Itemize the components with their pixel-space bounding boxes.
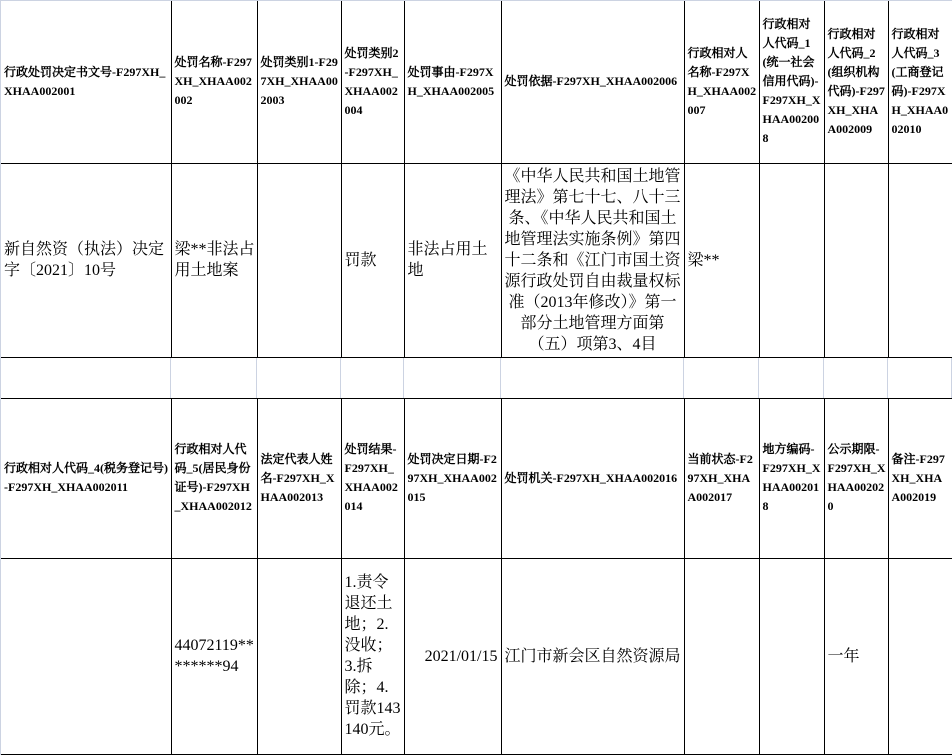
data-cell-party-code-5: 44072119********94 bbox=[171, 558, 257, 754]
data-row-upper bbox=[1, 163, 952, 357]
data-cell-penalty-basis: 《中华人民共和国土地管理法》第七十七、八十三条、《中华人民共和国土地管理法实施条例》第四十二条和《江门市国土资源行政处罚自由裁量权标准（2013年修改）》第一部分土地管理方面第（五）项第3、4目 bbox=[501, 163, 684, 357]
header-cell-penalty-authority: 处罚机关-F297XH_XHAA002016 bbox=[501, 398, 684, 558]
penalty-table-lower bbox=[1, 398, 952, 755]
header-cell-party-code-1: 行政相对人代码_1(统一社会信用代码)-F297XH_XHAA002008 bbox=[759, 1, 824, 163]
header-cell-decision-date: 处罚决定日期-F297XH_XHAA002015 bbox=[404, 398, 501, 558]
data-cell-publicity-period: 一年 bbox=[824, 558, 888, 754]
header-cell-party-code-3: 行政相对人代码_3(工商登记码)-F297XH_XHAA002010 bbox=[888, 1, 952, 163]
data-row-lower bbox=[1, 558, 952, 754]
data-cell-penalty-name: 梁**非法占用土地案 bbox=[171, 163, 257, 357]
header-cell-penalty-reason: 处罚事由-F297XH_XHAA002005 bbox=[404, 1, 501, 163]
header-cell-penalty-basis: 处罚依据-F297XH_XHAA002006 bbox=[501, 1, 684, 163]
header-cell-party-code-5: 行政相对人代码_5(居民身份证号)-F297XH_XHAA002012 bbox=[171, 398, 257, 558]
data-cell-party-code-1 bbox=[759, 163, 824, 357]
data-cell-decision-doc-no: 新自然资（执法）决定字〔2021〕10号 bbox=[1, 163, 171, 357]
data-cell-remarks bbox=[888, 558, 952, 754]
header-cell-penalty-type2: 处罚类别2-F297XH_XHAA002004 bbox=[341, 1, 404, 163]
data-cell-party-code-4 bbox=[1, 558, 171, 754]
header-cell-penalty-type1: 处罚类别1-F297XH_XHAA002003 bbox=[257, 1, 341, 163]
data-cell-penalty-authority: 江门市新会区自然资源局 bbox=[501, 558, 684, 754]
header-cell-local-code: 地方编码-F297XH_XHAA002018 bbox=[759, 398, 824, 558]
data-cell-current-status bbox=[684, 558, 759, 754]
header-row-lower bbox=[1, 398, 952, 558]
header-cell-decision-doc-no: 行政处罚决定书文号-F297XH_XHAA002001 bbox=[1, 1, 171, 163]
data-cell-legal-rep-name bbox=[257, 558, 341, 754]
header-cell-remarks: 备注-F297XH_XHAA002019 bbox=[888, 398, 952, 558]
header-cell-current-status: 当前状态-F297XH_XHAA002017 bbox=[684, 398, 759, 558]
header-cell-party-code-2: 行政相对人代码_2(组织机构代码)-F297XH_XHAA002009 bbox=[824, 1, 888, 163]
data-cell-party-name: 梁** bbox=[684, 163, 759, 357]
data-cell-party-code-3 bbox=[888, 163, 952, 357]
header-row-upper bbox=[1, 1, 952, 163]
data-cell-decision-date: 2021/01/15 bbox=[404, 558, 501, 754]
header-cell-legal-rep-name: 法定代表人姓名-F297XH_XHAA002013 bbox=[257, 398, 341, 558]
data-cell-local-code bbox=[759, 558, 824, 754]
header-cell-penalty-name: 处罚名称-F297XH_XHAA002002 bbox=[171, 1, 257, 163]
data-cell-penalty-reason: 非法占用土地 bbox=[404, 163, 501, 357]
header-cell-publicity-period: 公示期限-F297XH_XHAA002020 bbox=[824, 398, 888, 558]
header-cell-penalty-result: 处罚结果-F297XH_XHAA002014 bbox=[341, 398, 404, 558]
data-cell-penalty-type2: 罚款 bbox=[341, 163, 404, 357]
separator-row bbox=[1, 358, 952, 398]
header-cell-party-name: 行政相对人名称-F297XH_XHAA002007 bbox=[684, 1, 759, 163]
data-cell-penalty-type1 bbox=[257, 163, 341, 357]
data-cell-party-code-2 bbox=[824, 163, 888, 357]
header-cell-party-code-4: 行政相对人代码_4(税务登记号)-F297XH_XHAA002011 bbox=[1, 398, 171, 558]
penalty-table-upper bbox=[1, 1, 952, 358]
data-cell-penalty-result: 1.责令退还土地；2.没收；3.拆除；4.罚款143140元。 bbox=[341, 558, 404, 754]
